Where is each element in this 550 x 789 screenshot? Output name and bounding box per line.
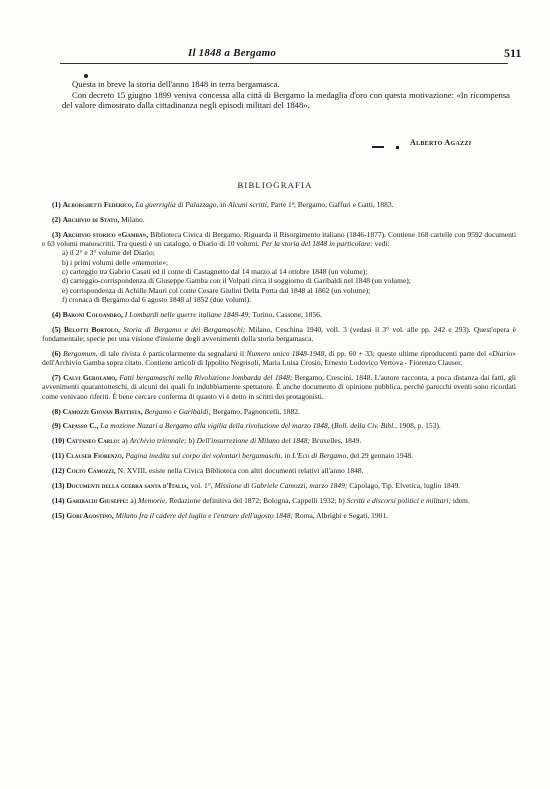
entry-text: in <box>218 200 229 209</box>
entry-title: I Lombardi nelle guerre italiane 1848-49; <box>124 309 251 319</box>
entry-author: Garibaldi Giuseppe: <box>66 495 129 505</box>
entry-title: Memorie, <box>138 495 168 505</box>
bib-sub-item: e) corrispondenza di Achille Mauri col conte Cesare Giulini Della Porta dal 1848 al 1862 (un volume); <box>62 285 371 295</box>
entry-title: Numero unico 1848-1948, <box>246 348 327 358</box>
entry-title: Storia di Bergamo e dei Bergamaschi; <box>123 324 246 334</box>
entry-author: Alborghetti Federico, <box>62 200 134 209</box>
entry-text: Milano, Ceschina 1940, voll. 3 (vedasi il 3° vol. alle pp. 242 e 293). Quest'opera è fondamentale; specie per una visione d'insieme degli avvenimenti della storia bergamasca. <box>42 324 516 343</box>
entry-author: Archivio storico «Gamba», <box>62 229 149 239</box>
entry-number: (15) <box>52 510 65 520</box>
entry-title: Missione di Gabriele Camozzi, marzo 1849; <box>214 480 348 490</box>
entry-number: (4) <box>52 309 61 319</box>
entry-text: b) <box>186 436 197 446</box>
entry-number: (12) <box>52 466 65 476</box>
bibliography-list <box>42 200 516 520</box>
entry-author: Camozzi Giovan Battista, <box>62 406 143 416</box>
bib-entry-10 <box>42 436 516 445</box>
closing-paragraph-1: Questa in breve la storia dell'anno 1848 in terra bergamasca. <box>72 79 280 89</box>
bib-entry-13 <box>42 481 516 490</box>
entry-text: Milano. <box>119 214 145 224</box>
entry-number: (1) <box>52 200 61 209</box>
entry-text: vedi: <box>372 239 390 249</box>
entry-number: (5) <box>52 324 61 334</box>
entry-number: (3) <box>52 229 61 239</box>
entry-text: del 29 gennaio 1948. <box>348 451 413 461</box>
entry-author: Colto Camozzi, <box>66 466 116 476</box>
entry-author: Calvi Gerolamo, <box>63 373 117 383</box>
entry-text: Bergamo, Pagnoncelli, 1882. <box>210 406 300 416</box>
entry-text: » dell'Archivio Gamba sopra citato. Contiene articoli di Ippolito Negrisoli, Maria Luisa Crosio, Ernesto Lodovico Vertova - Fiorenzo Clauser. <box>42 348 517 368</box>
bib-sub-item: f) cronaca di Bergamo dal 6 agosto 1848 al 1852 (due volumi). <box>62 294 251 304</box>
entry-number: (7) <box>52 373 61 383</box>
bib-entry-11 <box>42 451 516 460</box>
entry-title: Bergamo e Garibaldi; <box>144 406 211 416</box>
entry-title: La guerriglia di Palazzago, <box>135 200 219 209</box>
bib-sub-item: b) i primi volumi delle «memorie»; <box>62 257 169 267</box>
entry-author: Cattaneo Carlo: <box>66 436 121 446</box>
entry-title: Bergomum, <box>63 348 98 358</box>
entry-text: Parte 1ª; Bergamo, Gaffuri e Gatti, 1883. <box>268 200 394 209</box>
closing-text <box>62 79 510 111</box>
bib-entry-8 <box>42 407 516 416</box>
entry-text: Roma, Albrighi e Segati, 1901. <box>293 510 389 520</box>
entry-title: La mozione Nazari a Bergamo alla vigilia della rivoluzione del marzo 1848, <box>100 421 330 431</box>
bib-sub-item: c) carteggio tra Gabrio Casati ed il conte di Castagnetto dal 14 marzo al 14 ottobre 1848 (un volume); <box>62 266 368 276</box>
entry-text: vol. 1°, <box>188 480 215 490</box>
bib-entry-3 <box>42 230 516 249</box>
entry-title: Boll. della Civ. Bibl., <box>334 421 397 431</box>
entry-number: (13) <box>52 480 65 490</box>
entry-number: (14) <box>52 495 65 505</box>
bib-entry-14 <box>42 496 516 505</box>
entry-number: (6) <box>52 348 61 358</box>
entry-number: (9) <box>52 421 61 431</box>
bib-entry-6 <box>42 349 516 368</box>
bib-sub-item: d) carteggio-corrispondenza di Giuseppe Gamba con il Volpati circa il soggiorno di Garibaldi nel 1848 (un volume); <box>62 276 411 286</box>
entry-text: di tale rivista è particolarmente da segnalarsi il <box>97 348 247 358</box>
entry-title: Pagina inedita sul corpo dei volontari bergamaschi, <box>125 451 283 461</box>
entry-author: Documenti della guerra santa d'Italia, <box>66 480 189 490</box>
entry-text: a) <box>120 436 130 446</box>
entry-text: di pp. 60 + 33; queste ultime riproducenti parte del « <box>326 348 493 358</box>
ink-speck <box>372 146 384 148</box>
bib-entry-12 <box>42 466 516 475</box>
entry-author: Belotti Bortolo, <box>64 324 121 334</box>
bibliography-heading: BIBLIOGRAFIA <box>237 180 313 190</box>
entry-title: Dell'insurrezione di Milano del 1848; <box>196 436 310 446</box>
entry-title: Fatti bergamaschi nella Rivoluzione lombarda del 1848; <box>119 373 293 383</box>
bib-entry-9 <box>42 421 516 430</box>
entry-author: Capasso C., <box>62 421 99 431</box>
entry-number: (2) <box>52 214 61 224</box>
entry-number: (8) <box>52 406 61 416</box>
entry-author: Baroni Coloandro, <box>62 309 123 319</box>
entry-text: 1908, p. 153). <box>397 421 441 431</box>
entry-text: N. XVIII, esiste nella Civica Biblioteca con altri documenti relativi all'anno 1848. <box>115 466 364 476</box>
entry-title: Scritti e discorsi politici e militari; <box>346 495 451 505</box>
header-rule <box>60 63 508 64</box>
entry-number: (11) <box>52 451 65 461</box>
bib-entry-15 <box>42 511 516 520</box>
entry-author: Archivio di Stato, <box>62 214 120 224</box>
closing-paragraph-2: Con decreto 15 giugno 1899 veniva concessa alla città di Bergamo la medaglia d'oro con questa motivazione: «In ricompensa del valore dimostrato dalla cittadinanza negli episodi militari del 1848». <box>62 89 510 111</box>
entry-text: Bruxelles, 1849. <box>310 436 362 446</box>
entry-number: (10) <box>52 436 65 446</box>
page-number: 511 <box>504 46 522 60</box>
entry-title: Diario <box>492 348 513 358</box>
entry-author: Clauser Fiorenzo, <box>65 451 124 461</box>
author-signature: Alberto Agazzi <box>410 138 472 147</box>
entry-text: ( <box>329 421 335 431</box>
ink-speck <box>84 74 88 78</box>
bib-entry-2 <box>42 215 516 224</box>
entry-text: Bergamo, Crescini, 1848. L'autore racconta, a poca distanza dai fatti, gli avvenimenti quarantotteschi, di alcuni dei quali fu indubbiamente spettatore. È anche documento di opinione pubblica, perchè parecchi eventi sono ricordati come venivano riferiti. È bene cercare conferma di quanto vi è detto in scritti dei protagonisti. <box>42 373 517 401</box>
bib-entry-1 <box>42 200 516 209</box>
entry-text: Redazione definitiva del 1872; Bologna, Cappelli 1932; b) <box>167 495 347 505</box>
entry-title: L'Eco di Bergamo, <box>292 451 349 461</box>
entry-title: Alcuni scritti, <box>228 200 269 209</box>
bib-sub-item: a) il 2° e 3° volume del Diario; <box>62 248 155 258</box>
entry-text: a) <box>128 495 139 505</box>
bib-entry-7 <box>42 373 516 401</box>
entry-title: Per la storia del 1848 in particolare: <box>261 239 373 249</box>
ink-speck <box>396 146 399 149</box>
entry-title: Milano fra il cadere del luglio e l'entrare dell'agosto 1848; <box>115 510 294 520</box>
entry-author: Gori Agostino, <box>66 510 114 520</box>
entry-text: in <box>282 451 293 461</box>
entry-text: Torino, Cassone, 1856. <box>250 309 322 319</box>
entry-title: Archivio triennale; <box>129 436 187 446</box>
entry-text: idem. <box>451 495 470 505</box>
bib-entry-4 <box>42 310 516 319</box>
entry-text: Capolago, Tip. Elvetica, luglio 1849. <box>347 480 461 490</box>
running-title: Il 1848 a Bergamo <box>188 47 277 59</box>
entry-text: Biblioteca Civica di Bergamo. Riguarda il Risorgimento italiano (1846-1877). Contiene 168 cartelle con 9592 documenti e 63 volumi manoscritti. Tra questi è un catalogo, o Diario di 10 volumi. <box>42 229 517 249</box>
bib-entry-5 <box>42 325 516 344</box>
